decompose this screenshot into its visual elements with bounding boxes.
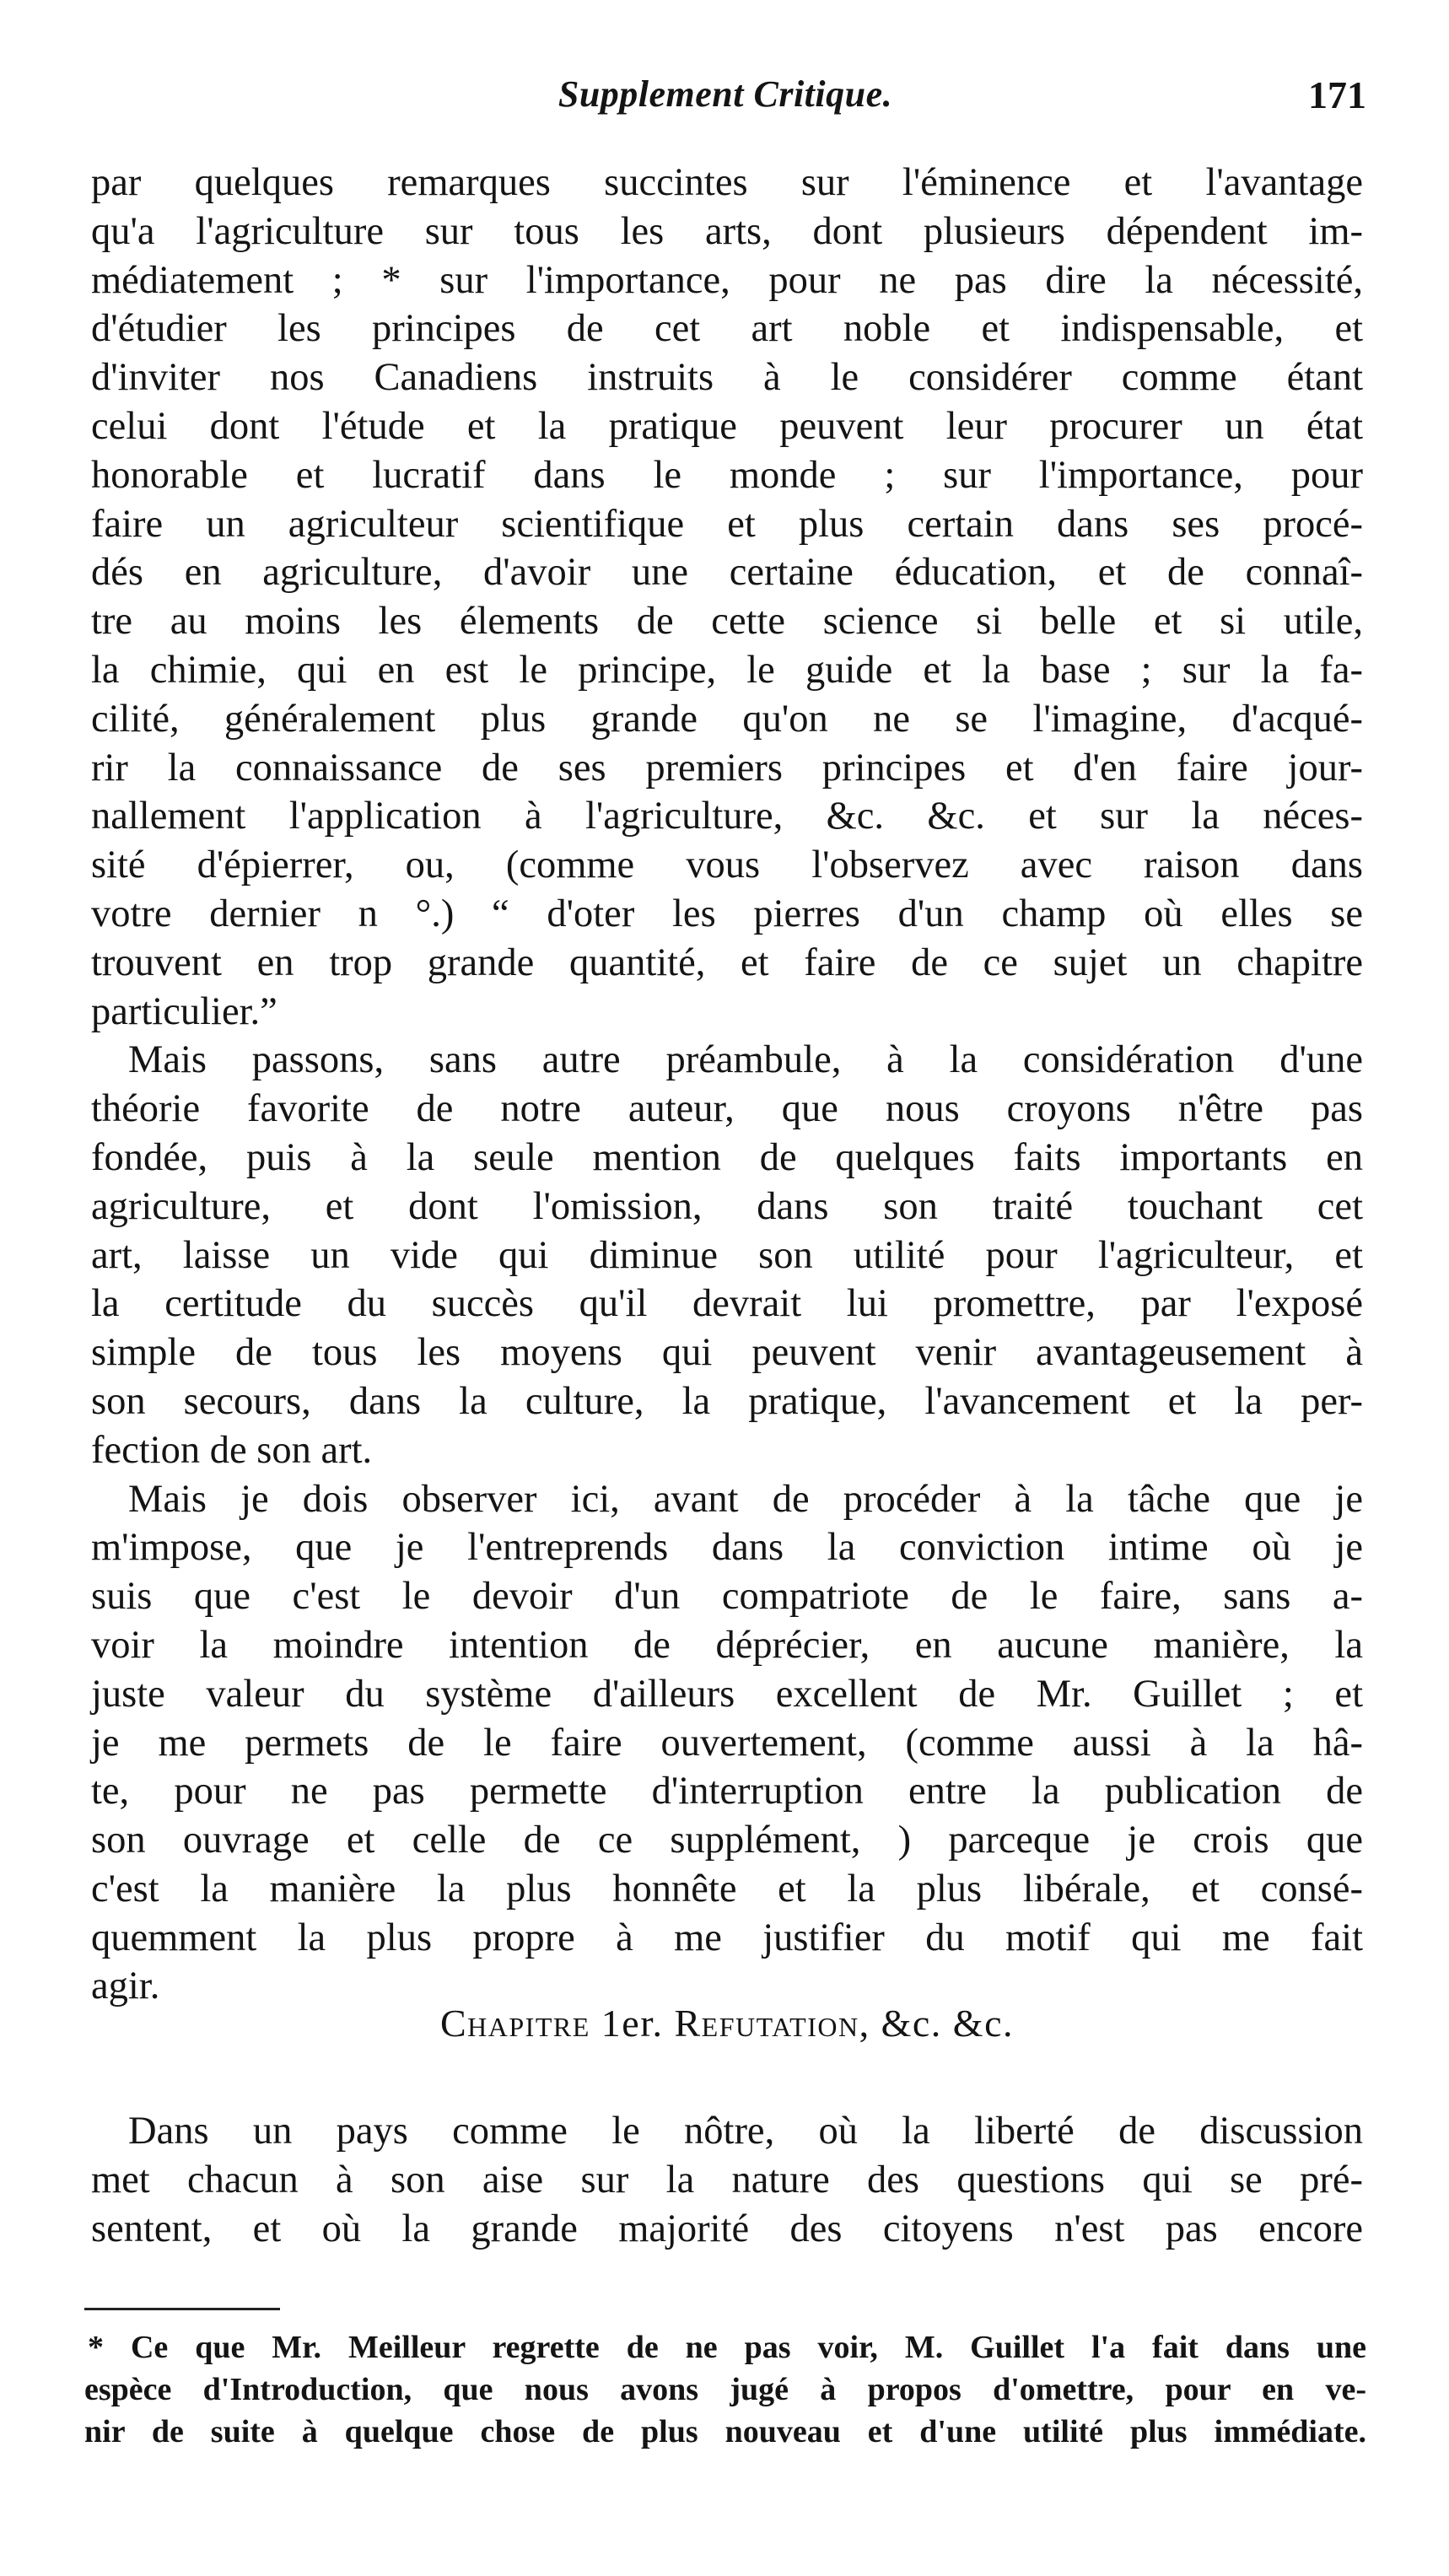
- footnote-line-1: [84, 2326, 1366, 2369]
- footnote-text: Ce que Mr. Meilleur regrette de ne pas voir, M. Guillet l'a fait dans une: [130, 2330, 1366, 2365]
- chapter-etc: &c. &c.: [881, 2002, 1014, 2045]
- text-line: son secours, dans la culture, la pratique, l'avancement et la per-: [91, 1379, 1363, 1423]
- text-line: votre dernier n °.) “ d'oter les pierres d'un champ où elles se: [91, 892, 1363, 935]
- page-header: [84, 73, 1366, 125]
- text-line: honorable et lucratif dans le monde ; sur l'importance, pour: [91, 453, 1363, 497]
- text-line: simple de tous les moyens qui peuvent venir avantageusement à: [91, 1331, 1363, 1375]
- text-line: d'étudier les principes de cet art noble et indispensable, et: [91, 307, 1363, 351]
- text-line: fondée, puis à la seule mention de quelques faits importants en: [91, 1135, 1363, 1179]
- text-line: agriculture, et dont l'omission, dans son traité touchant cet: [91, 1184, 1363, 1228]
- text-line: Mais je dois observer ici, avant de procéder à la tâche que je: [128, 1477, 1363, 1521]
- text-line: particulier.”: [91, 989, 277, 1033]
- page-number: 171: [1308, 73, 1366, 116]
- chapter-number: 1er.: [601, 2002, 664, 2045]
- chapter-label: Chapitre: [439, 2002, 590, 2045]
- text-line: juste valeur du système d'ailleurs excellent de Mr. Guillet ; et: [91, 1672, 1363, 1716]
- text-line: sité d'épierrer, ou, (comme vous l'observez avec raison dans: [91, 843, 1363, 887]
- text-line: la certitude du succès qu'il devrait lui promettre, par l'exposé: [91, 1282, 1363, 1326]
- text-line: d'inviter nos Canadiens instruits à le considérer comme étant: [91, 356, 1363, 400]
- text-line: celui dont l'étude et la pratique peuvent leur procurer un état: [91, 404, 1363, 448]
- text-line: Dans un pays comme le nôtre, où la liberté de discussion: [128, 2110, 1363, 2153]
- text-line: trouvent en trop grande quantité, et faire de ce sujet un chapitre: [91, 940, 1363, 984]
- text-line: tre au moins les élements de cette science si belle et si utile,: [91, 600, 1363, 644]
- paragraph-2: [91, 1036, 1363, 1474]
- text-line: fection de son art.: [91, 1428, 373, 1472]
- paragraph-3: [91, 1475, 1363, 2012]
- text-line: espèce d'Introduction, que nous avons jugé à propos d'omettre, pour en ve-: [84, 2372, 1366, 2407]
- text-line: qu'a l'agriculture sur tous les arts, dont plusieurs dépendent im-: [91, 209, 1363, 253]
- text-line: sentent, et où la grande majorité des citoyens n'est pas encore: [91, 2207, 1363, 2250]
- footnote-marker: *: [88, 2330, 104, 2365]
- paragraph-1: [91, 159, 1363, 1036]
- main-text: [91, 159, 1363, 2011]
- closing-paragraph: [91, 2107, 1363, 2253]
- text-line: quemment la plus propre à me justifier du motif qui me fait: [91, 1916, 1363, 1959]
- text-line: médiatement ; * sur l'importance, pour ne pas dire la nécessité,: [91, 258, 1363, 302]
- text-line: m'impose, que je l'entreprends dans la conviction intime où je: [91, 1526, 1363, 1570]
- footnote-rule: [84, 2308, 280, 2310]
- text-line: la chimie, qui en est le principe, le guide et la base ; sur la fa-: [91, 648, 1363, 692]
- text-line: rir la connaissance de ses premiers principes et d'en faire jour-: [91, 746, 1363, 790]
- text-line: cilité, généralement plus grande qu'on ne se l'imagine, d'acqué-: [91, 697, 1363, 741]
- text-line: par quelques remarques succintes sur l'éminence et l'avantage: [91, 161, 1363, 204]
- text-line: théorie favorite de notre auteur, que nous croyons n'être pas: [91, 1087, 1363, 1131]
- text-line: nallement l'application à l'agriculture, &c. &c. et sur la néces-: [91, 795, 1363, 838]
- text-line: agir.: [91, 1964, 160, 2008]
- text-line: je me permets de le faire ouvertement, (comme aussi à la hâ-: [91, 1721, 1363, 1765]
- text-line: voir la moindre intention de déprécier, en aucune manière, la: [91, 1623, 1363, 1667]
- text-line: nir de suite à quelque chose de plus nouveau et d'une utilité plus immédiate.: [84, 2414, 1366, 2449]
- text-line: art, laisse un vide qui diminue son utilité pour l'agriculteur, et: [91, 1233, 1363, 1277]
- text-line: met chacun à son aise sur la nature des questions qui se pré-: [91, 2158, 1363, 2201]
- footnote: [84, 2326, 1366, 2453]
- text-line: Mais passons, sans autre préambule, à la considération d'une: [128, 1038, 1363, 1082]
- text-line: te, pour ne pas permette d'interruption entre la publication de: [91, 1770, 1363, 1813]
- text-line: dés en agriculture, d'avoir une certaine éducation, et de connaî-: [91, 551, 1363, 595]
- running-head: Supplement Critique.: [558, 73, 893, 115]
- text-line: faire un agriculteur scientifique et plus certain dans ses procé-: [91, 502, 1363, 546]
- chapter-title: Refutation,: [674, 2002, 870, 2045]
- text-line: c'est la manière la plus honnête et la plus libérale, et consé-: [91, 1867, 1363, 1910]
- text-line: suis que c'est le devoir d'un compatriote de le faire, sans a-: [91, 1575, 1363, 1619]
- text-line: son ouvrage et celle de ce supplément, ) parceque je crois que: [91, 1819, 1363, 1862]
- chapter-heading: [91, 2001, 1363, 2045]
